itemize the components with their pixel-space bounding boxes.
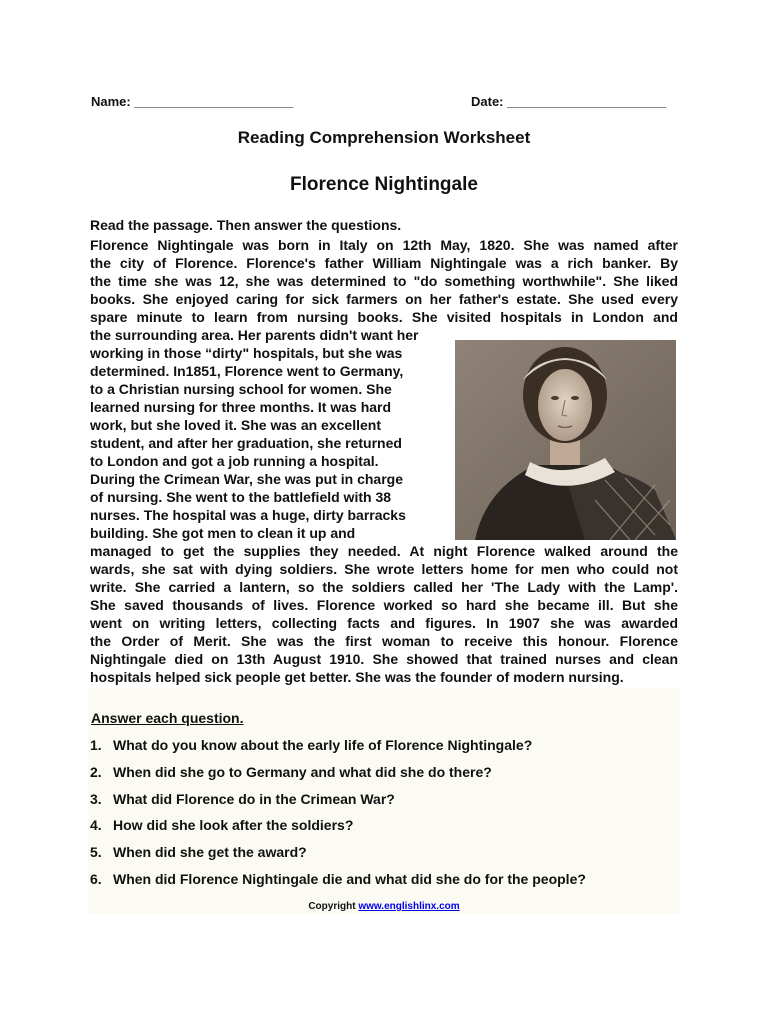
question-text: How did she look after the soldiers?: [113, 817, 354, 834]
question-number: 6.: [90, 870, 102, 887]
passage-line: the Order of Merit. She was the first woman to receive this honour. Florence: [90, 633, 678, 649]
question-item: [90, 871, 670, 898]
worksheet-title: Reading Comprehension Worksheet: [237, 128, 531, 147]
question-text: What do you know about the early life of Florence Nightingale?: [113, 737, 533, 753]
question-item: [90, 737, 670, 764]
question-number: 5.: [90, 844, 102, 861]
question-list: [90, 737, 670, 898]
question-text: What did Florence do in the Crimean War?: [113, 790, 395, 807]
question-item: [90, 764, 670, 791]
passage-line: to a Christian nursing school for women. She: [90, 381, 392, 397]
passage-line: the city of Florence. Florence's father William Nightingale was a rich banker. By: [90, 255, 678, 271]
passage-line: determined. In1851, Florence went to Germany,: [90, 363, 404, 379]
passage-line: the time she was 12, she was determined to "do something worthwhile". She liked: [90, 273, 678, 289]
passage-line: managed to get the supplies they needed. At night Florence walked around the: [90, 543, 678, 559]
passage-line: went on writing letters, collecting facts and figures. In 1907 she was awarded: [90, 615, 678, 631]
passage-line: student, and after her graduation, she returned: [90, 435, 402, 451]
copyright-notice: [0, 901, 768, 912]
name-field[interactable]: Name: ______________________: [91, 94, 294, 109]
passage-line: books. She enjoyed caring for sick farmers on her father's estate. She used every: [90, 291, 678, 307]
question-number: 3.: [90, 790, 102, 807]
passage-line: wards, she sat with dying soldiers. She wrote letters home for men who could not: [90, 561, 678, 577]
passage-line: Florence Nightingale was born in Italy on 12th May, 1820. She was named after: [90, 237, 678, 253]
page-title: Florence Nightingale: [290, 174, 478, 195]
passage-line: hospitals helped sick people get better. She was the founder of modern nursing.: [90, 669, 624, 685]
question-text: When did she go to Germany and what did she do there?: [113, 763, 492, 780]
date-field[interactable]: Date: ______________________: [471, 94, 667, 109]
instructions: Read the passage. Then answer the questions.: [90, 217, 402, 233]
passage-line: write. She carried a lantern, so the soldiers called her 'The Lady with the Lamp'.: [90, 579, 678, 595]
question-number: 2.: [90, 763, 102, 780]
question-item: [90, 844, 670, 871]
copyright-label: Copyright: [308, 901, 356, 912]
passage-line: to London and got a job running a hospital.: [90, 453, 379, 469]
answer-heading: Answer each question.: [91, 710, 244, 726]
portrait-photo: [455, 340, 676, 540]
passage-line: working in those “dirty" hospitals, but she was: [90, 345, 403, 361]
question-number: 4.: [90, 817, 102, 834]
passage-line: nurses. The hospital was a huge, dirty barracks: [90, 507, 406, 523]
passage-line: the surrounding area. Her parents didn't want her: [90, 327, 419, 343]
passage-line: work, but she loved it. She was an excellent: [90, 417, 381, 433]
passage-line: building. She got men to clean it up and: [90, 525, 356, 541]
passage-line: of nursing. She went to the battlefield with 38: [90, 489, 392, 505]
question-item: [90, 791, 670, 818]
passage-line: learned nursing for three months. It was hard: [90, 399, 392, 415]
site-link[interactable]: www.englishlinx.com: [358, 901, 460, 912]
question-item: [90, 817, 670, 844]
question-text: When did Florence Nightingale die and what did she do for the people?: [113, 870, 586, 887]
question-text: When did she get the award?: [113, 844, 307, 861]
passage-line: Nightingale died on 13th August 1910. She showed that trained nurses and clean: [90, 651, 678, 667]
passage-line: During the Crimean War, she was put in charge: [90, 471, 403, 487]
passage-line: She saved thousands of lives. Florence worked so hard she became ill. But she: [90, 597, 678, 613]
passage-line: spare minute to learn from nursing books. She visited hospitals in London and: [90, 309, 678, 325]
question-number: 1.: [90, 737, 102, 753]
